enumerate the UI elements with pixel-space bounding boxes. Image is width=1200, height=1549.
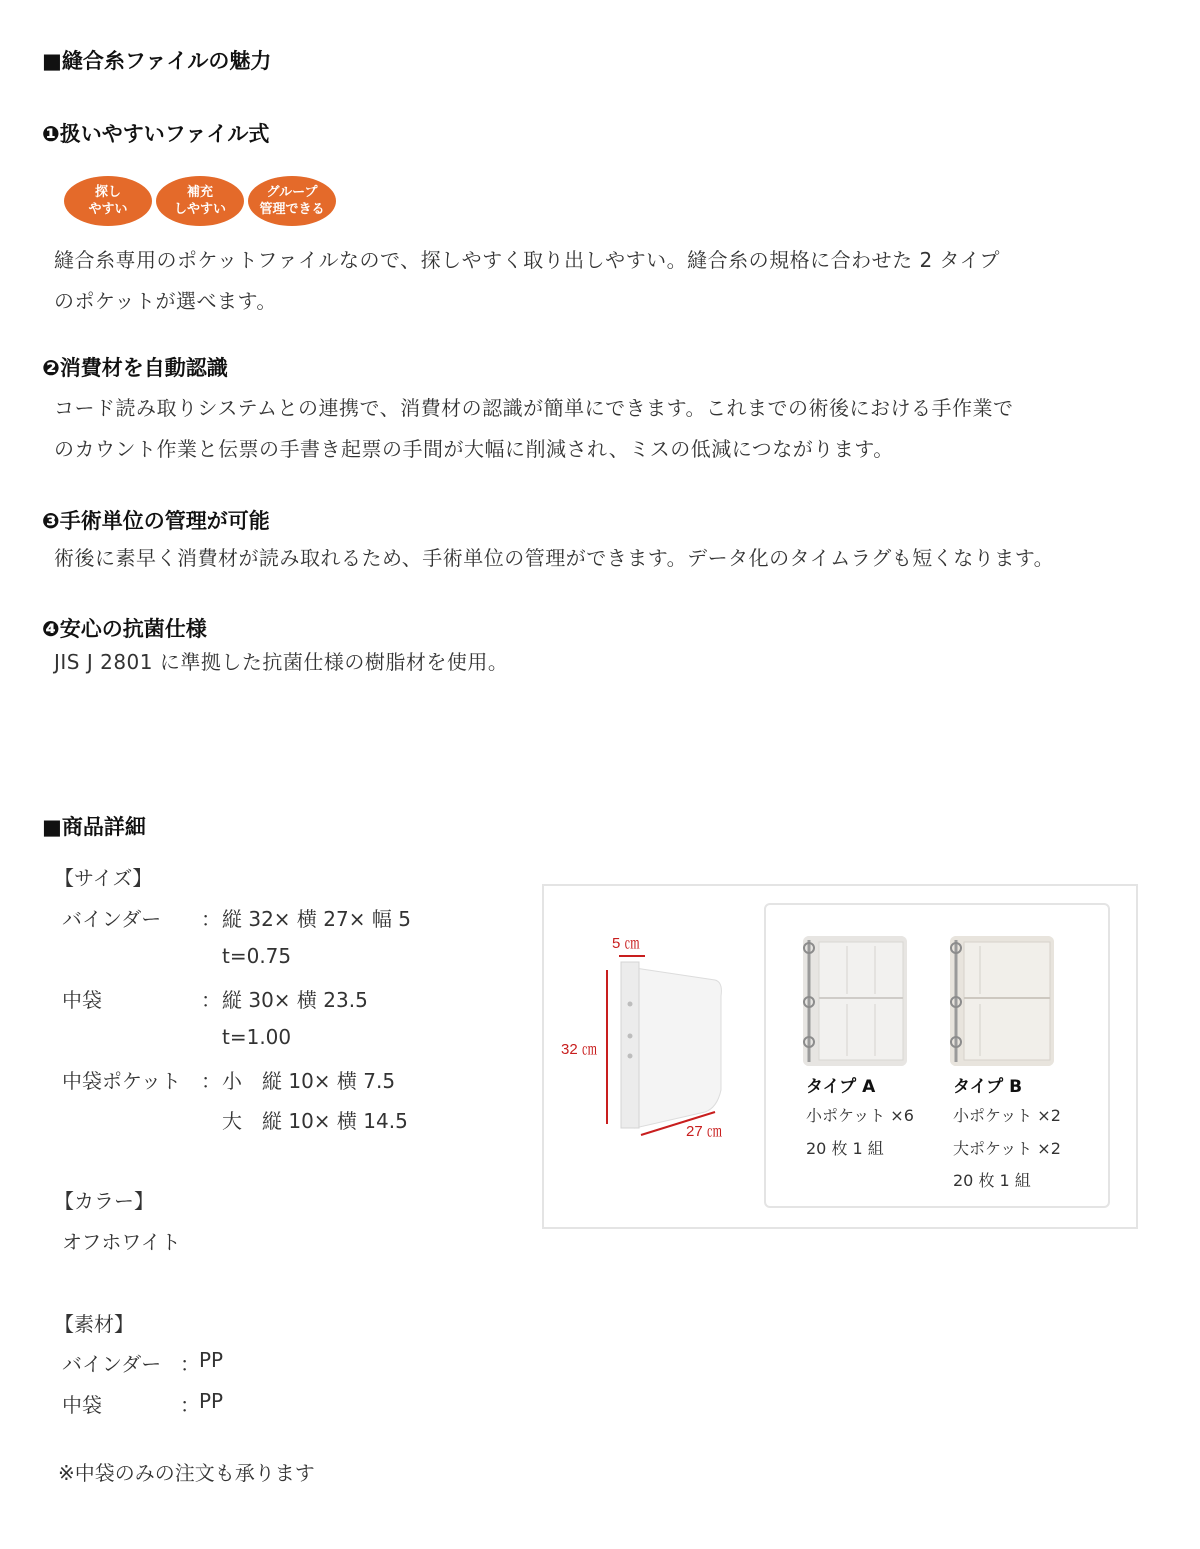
material-row-name: 中袋 [62, 1393, 102, 1417]
ring-hole [628, 1034, 633, 1039]
size-row-value: 大 縦 10× 横 14.5 [222, 1109, 408, 1133]
type-a-title: タイプ A [806, 1077, 876, 1097]
material-label: 【素材】 [54, 1312, 134, 1336]
material-row-value: PP [199, 1348, 224, 1372]
size-row-name: 中袋ポケット [62, 1069, 181, 1093]
section-heading-appeal: ■縫合糸ファイルの魅力 [42, 49, 272, 73]
size-row-value: 縦 32× 横 27× 幅 5 [222, 907, 411, 931]
material-row-value: PP [199, 1389, 224, 1413]
type-b-line: 20 枚 1 組 [953, 1171, 1031, 1190]
size-row-value: t=1.00 [222, 1025, 292, 1049]
color-label: 【カラー】 [54, 1189, 154, 1213]
dim-width-label: 5 ㎝ [612, 935, 640, 952]
feature-text-1: 縫合糸専用のポケットファイルなので、探しやすく取り出しやすい。縫合糸の規格に合わせた 2 タイプ のポケットが選べます。 [54, 248, 1001, 313]
material-row-sep: ： [180, 1393, 200, 1417]
order-note: ※中袋のみの注文も承ります [58, 1461, 315, 1485]
size-row-sep: ： [201, 1069, 221, 1093]
feature-text-4: JIS J 2801 に準拠した抗菌仕様の樹脂材を使用。 [54, 650, 509, 674]
section-heading-details: ■商品詳細 [42, 815, 146, 839]
ring-hole [628, 1002, 633, 1007]
badge-easy-find: 探し やすい [64, 176, 152, 226]
size-row-sep: ： [201, 988, 221, 1012]
type-b-line: 大ポケット ×2 [953, 1139, 1061, 1158]
type-b-title: タイプ B [953, 1077, 1023, 1097]
feature-text-3: 術後に素早く消費材が読み取れるため、手術単位の管理ができます。データ化のタイムラグも短くなります。 [54, 546, 1055, 570]
type-a-line: 20 枚 1 組 [806, 1139, 884, 1158]
size-row-value: 小 縦 10× 横 7.5 [222, 1069, 396, 1093]
binder-spine [621, 962, 639, 1128]
dim-height-label: 32 ㎝ [561, 1041, 597, 1058]
type-a-line: 小ポケット ×6 [806, 1106, 914, 1125]
type-b-line: 小ポケット ×2 [953, 1106, 1061, 1125]
size-row-value: t=0.75 [222, 944, 292, 968]
dim-depth-label: 27 ㎝ [686, 1123, 722, 1140]
badge-easy-refill: 補充 しやすい [156, 176, 244, 226]
type-a-photo [803, 936, 907, 1066]
size-row-name: 中袋 [62, 988, 102, 1012]
badge-group-manage: グループ 管理できる [248, 176, 336, 226]
size-row-name: バインダー [62, 907, 162, 931]
size-row-value: 縦 30× 横 23.5 [222, 988, 368, 1012]
type-b-photo [950, 936, 1054, 1066]
type-b-pocket-sheet [950, 936, 1054, 1066]
feature-title-2: ❷消費材を自動認識 [42, 356, 228, 380]
feature-title-3: ❸手術単位の管理が可能 [42, 509, 270, 533]
material-row-name: バインダー [62, 1352, 162, 1376]
binder-cover [635, 968, 721, 1128]
size-label: 【サイズ】 [54, 866, 153, 890]
ring-hole [628, 1054, 633, 1059]
material-row-sep: ： [180, 1352, 200, 1376]
feature-title-4: ❹安心の抗菌仕様 [42, 617, 207, 641]
color-value: オフホワイト [62, 1230, 181, 1254]
size-row-sep: ： [201, 907, 221, 931]
feature-title-1: ❶扱いやすいファイル式 [42, 122, 270, 146]
feature-text-2: コード読み取りシステムとの連携で、消費材の認識が簡単にできます。これまでの術後における手作業で のカウント作業と伝票の手書き起票の手間が大幅に削減され、ミスの低減につながります。 [54, 396, 1014, 461]
type-a-pocket-sheet [803, 936, 907, 1066]
